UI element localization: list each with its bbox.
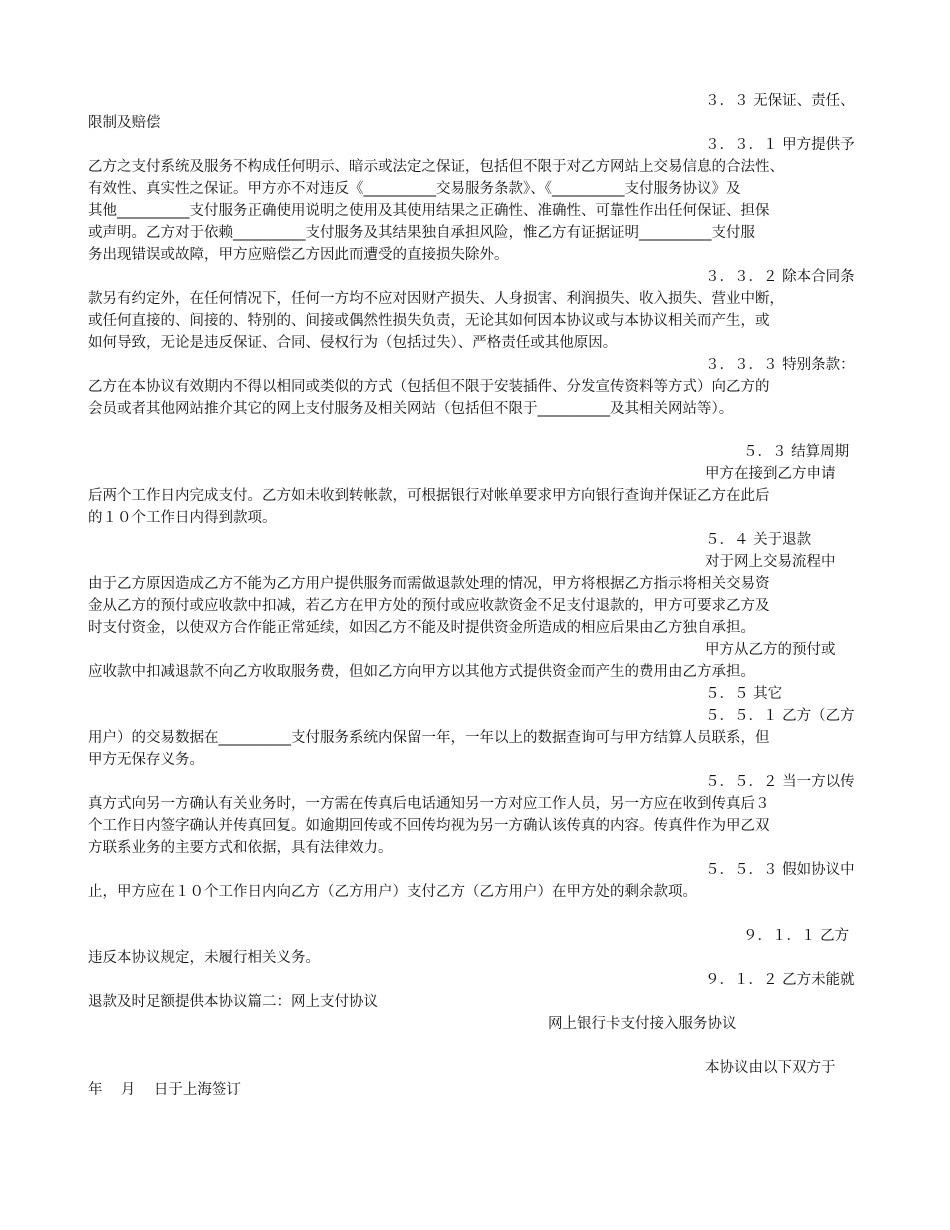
paragraph-line: 甲方无保存义务。 <box>88 752 204 768</box>
section-heading: ５．３ 结算周期 <box>743 444 850 460</box>
clause-heading: ３．３．１ 甲方提供予 <box>705 137 855 153</box>
paragraph-line: 的１０个工作日内得到款项。 <box>88 510 277 526</box>
paragraph-line: 甲方从乙方的预付或 <box>705 642 836 658</box>
paragraph-line: 后两个工作日内完成支付。乙方如未收到转帐款，可根据银行对帐单要求甲方向银行查询并保证乙方在此后 <box>88 488 770 504</box>
clause-heading: ９．１．１ 乙方 <box>743 928 850 944</box>
paragraph-line: 乙方在本协议有效期内不得以相同或类似的方式（包括但不限于安装插件、分发宣传资料等方式）向乙方的 <box>88 379 770 395</box>
clause-heading: ３．３．３ 特别条款： <box>705 357 855 373</box>
clause-heading: ９．１．２ 乙方未能就 <box>705 972 855 988</box>
paragraph-line: 金从乙方的预付或应收款中扣减，若乙方在甲方处的预付或应收款资金不足支付退款的，甲方可要求乙方及 <box>88 598 770 614</box>
paragraph-line: 有效性、真实性之保证。甲方亦不对违反《__________交易服务条款》、《__________支付服务协议》及 <box>88 181 741 197</box>
paragraph-line: 本协议由以下双方于 <box>705 1060 836 1076</box>
clause-heading: ３．３．２ 除本合同条 <box>705 269 855 285</box>
paragraph-line: 或声明。乙方对于依赖__________支付服务及其结果独自承担风险，惟乙方有证据证明__________支付服 <box>88 225 755 241</box>
paragraph-line: 务出现错误或故障，甲方应赔偿乙方因此而遭受的直接损失除外。 <box>88 247 509 263</box>
paragraph-line: 如何导致，无论是违反保证、合同、侵权行为（包括过失）、严格责任或其他原因。 <box>88 335 618 351</box>
paragraph-line: 应收款中扣减退款不向乙方收取服务费，但如乙方向甲方以其他方式提供资金而产生的费用由乙方承担。 <box>88 664 755 680</box>
paragraph-line: 方联系业务的主要方式和依据，具有法律效力。 <box>88 840 393 856</box>
paragraph-line: 用户）的交易数据在__________支付服务系统内保留一年，一年以上的数据查询可与甲方结算人员联系，但 <box>88 730 770 746</box>
paragraph-line: 会员或者其他网站推介其它的网上支付服务及相关网站（包括但不限于__________及其相关网站等）。 <box>88 401 734 417</box>
clause-heading: ５．５．３ 假如协议中 <box>705 862 855 878</box>
section-heading-cont: 限制及赔偿 <box>88 115 161 131</box>
section-heading: ５．５ 其它 <box>705 686 783 702</box>
section-heading: ３．３ 无保证、责任、 <box>705 93 855 109</box>
agreement-title: 网上银行卡支付接入服务协议 <box>548 1016 737 1032</box>
paragraph-line: 时支付资金，以使双方合作能正常延续，如因乙方不能及时提供资金所造成的相应后果由乙方独自承担。 <box>88 620 755 636</box>
paragraph-line: 款另有约定外，在任何情况下，任何一方均不应对因财产损失、人身损害、利润损失、收入损失、营业中断， <box>88 291 784 307</box>
paragraph-line: 对于网上交易流程中 <box>705 554 836 570</box>
paragraph-line: 止，甲方应在１０个工作日内向乙方（乙方用户）支付乙方（乙方用户）在甲方处的剩余款项。 <box>88 884 697 900</box>
paragraph-line: 个工作日内签字确认并传真回复。如逾期回传或不回传均视为另一方确认该传真的内容。传真件作为甲乙双 <box>88 818 770 834</box>
clause-heading: ５．５．１ 乙方（乙方 <box>705 708 855 724</box>
paragraph-line: 退款及时足额提供本协议篇二：网上支付协议 <box>88 994 378 1010</box>
paragraph-line: 或任何直接的、间接的、特别的、间接或偶然性损失负责，无论其如何因本协议或与本协议相关而产生，或 <box>88 313 770 329</box>
date-line: 年 月 日于上海签订 <box>88 1082 241 1098</box>
paragraph-line: 乙方之支付系统及服务不构成任何明示、暗示或法定之保证，包括但不限于对乙方网站上交易信息的合法性、 <box>88 159 784 175</box>
paragraph-line: 违反本协议规定，未履行相关义务。 <box>88 950 320 966</box>
section-heading: ５．４ 关于退款 <box>705 532 812 548</box>
paragraph-line: 由于乙方原因造成乙方不能为乙方用户提供服务而需做退款处理的情况，甲方将根据乙方指示将相关交易资 <box>88 576 770 592</box>
paragraph-line: 其他__________支付服务正确使用说明之使用及其使用结果之正确性、准确性、可靠性作出任何保证、担保 <box>88 203 770 219</box>
paragraph-line: 甲方在接到乙方申请 <box>705 466 836 482</box>
clause-heading: ５．５．２ 当一方以传 <box>705 774 855 790</box>
paragraph-line: 真方式向另一方确认有关业务时，一方需在传真后电话通知另一方对应工作人员，另一方应在收到传真后３ <box>88 796 770 812</box>
